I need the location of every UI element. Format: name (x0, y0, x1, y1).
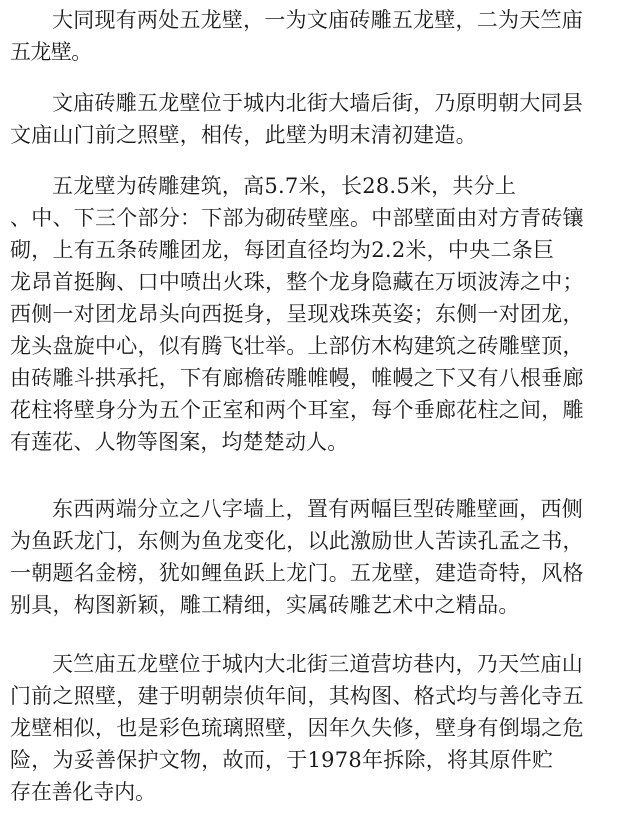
text-line: 别具，构图新颖，雕工精细，实属砖雕艺术中之精品。 (10, 593, 520, 617)
paragraph (0, 493, 640, 621)
text-line: 存在善化寺内。 (10, 780, 156, 804)
text-line: 、中、下三个部分：下部为砌砖壁座。中部壁面由对方青砖镶 (10, 206, 584, 230)
text-line: 龙头盘旋中心，似有腾飞壮举。上部仿木构建筑之砖雕壁顶， (10, 334, 584, 358)
text-line: 五龙壁。 (10, 40, 92, 64)
text-line: 由砖雕斗拱承托，下有廊檐砖雕帷幔，帷幔之下又有八根垂廊 (10, 366, 584, 390)
text-line: 文庙砖雕五龙壁位于城内北街大墙后街，乃原明朝大同县 (52, 91, 583, 115)
text-line: 龙昂首挺胸、口中喷出火珠，整个龙身隐藏在万顷波涛之中； (10, 270, 584, 294)
paragraph (0, 4, 640, 68)
text-line: 文庙山门前之照壁，相传，此壁为明末清初建造。 (10, 123, 477, 147)
text-line: 天竺庙五龙壁位于城内大北街三道营坊巷内，乃天竺庙山 (52, 652, 583, 676)
text-line: 大同现有两处五龙壁，一为文庙砖雕五龙壁，二为天竺庙 (52, 8, 583, 32)
paragraph (0, 648, 640, 808)
text-line: 一朝题名金榜，犹如鲤鱼跃上龙门。五龙壁，建造奇特，风格 (10, 561, 584, 585)
text-line: 有莲花、人物等图案，均楚楚动人。 (10, 430, 349, 454)
text-line: 险，为妥善保护文物，故而，于1978年拆除，将其原件贮 (10, 748, 554, 772)
text-line: 龙壁相似，也是彩色琉璃照壁，因年久失修，壁身有倒塌之危 (10, 716, 584, 740)
text-line: 东西两端分立之八字墙上，置有两幅巨型砖雕壁画，西侧 (52, 497, 583, 521)
paragraph (0, 170, 640, 458)
text-line: 为鱼跃龙门，东侧为鱼龙变化，以此激励世人苦读孔孟之书， (10, 529, 584, 553)
text-line: 五龙壁为砖雕建筑，高5.7米，长28.5米，共分上 (52, 174, 517, 198)
text-line: 门前之照壁，建于明朝崇侦年间，其构图、格式均与善化寺五 (10, 684, 584, 708)
text-line: 花柱将壁身分为五个正室和两个耳室，每个垂廊花柱之间，雕 (10, 398, 584, 422)
paragraph (0, 87, 640, 151)
text-line: 西侧一对团龙昂头向西挺身，呈现戏珠英姿；东侧一对团龙， (10, 302, 584, 326)
text-line: 砌，上有五条砖雕团龙，每团直径均为2.2米，中央二条巨 (10, 238, 555, 262)
